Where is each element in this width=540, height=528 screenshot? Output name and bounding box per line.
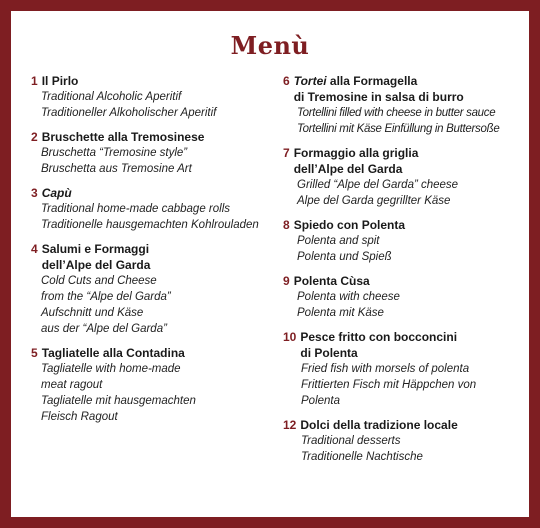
menu-title: Menù: [230, 31, 310, 60]
item-number: 1: [31, 74, 38, 88]
item-description: meat ragout: [41, 379, 103, 391]
item-description: Tagliatelle mit hausgemachten: [41, 395, 196, 407]
item-description: Frittierten Fisch mit Häppchen von: [301, 379, 477, 391]
item-description: aus der “Alpe del Garda”: [41, 323, 167, 335]
item-description: Polenta and spit: [297, 235, 380, 247]
item-description: Polenta: [301, 395, 341, 407]
item-number: 9: [283, 274, 290, 288]
menu-item: [283, 329, 525, 409]
menu-item: [31, 241, 281, 337]
menu-item: [31, 345, 281, 425]
item-number: 4: [31, 242, 38, 256]
item-description: Traditioneller Alkoholischer Aperitif: [41, 107, 217, 119]
item-description: Fried fish with morsels of polenta: [301, 363, 470, 375]
item-name-rest: alla Formagella di Tremosine in salsa di burro: [293, 74, 464, 104]
item-number: 12: [283, 418, 297, 432]
item-description: Fleisch Ragout: [41, 411, 118, 423]
item-number: 6: [283, 74, 290, 88]
menu-item: [31, 129, 281, 177]
item-number: 7: [283, 146, 290, 160]
item-description: Traditional home-made cabbage rolls: [41, 203, 230, 215]
item-name: Capù: [41, 186, 72, 200]
item-name: Dolci della tradizione locale: [300, 418, 458, 432]
item-name: Il Pirlo: [41, 74, 79, 88]
item-description: Aufschnitt und Käse: [41, 307, 144, 319]
item-number: 3: [31, 186, 38, 200]
item-description: Traditional desserts: [301, 435, 401, 447]
item-description: Polenta mit Käse: [297, 307, 384, 319]
item-name: Polenta Cùsa: [293, 274, 370, 288]
menu-card: [11, 11, 529, 517]
menu-item: [283, 417, 525, 465]
menu-column-left: [31, 73, 281, 433]
menu-item: [283, 217, 525, 265]
item-description: Polenta with cheese: [297, 291, 400, 303]
menu-column-right: [283, 73, 525, 473]
item-number: 8: [283, 218, 290, 232]
item-description: Cold Cuts and Cheese: [41, 275, 157, 287]
item-name: Salumi e Formaggi dell’Alpe del Garda: [41, 242, 151, 272]
item-description: Traditionelle hausgemachten Kohlrouladen: [41, 219, 259, 231]
menu-item: [31, 73, 281, 121]
item-number: 5: [31, 346, 38, 360]
item-description: Traditional Alcoholic Aperitif: [41, 91, 182, 103]
item-name-italic: Tortei: [293, 74, 327, 88]
item-description: Grilled “Alpe del Garda” cheese: [297, 179, 459, 191]
item-description: Polenta und Spieß: [297, 251, 392, 263]
item-description: from the “Alpe del Garda”: [41, 291, 171, 303]
menu-item: [31, 185, 281, 233]
item-description: Traditionelle Nachtische: [301, 451, 423, 463]
menu-item: [283, 273, 525, 321]
item-name: Pesce fritto con bocconcini di Polenta: [300, 330, 458, 360]
item-description: Bruschetta aus Tremosine Art: [41, 163, 192, 175]
menu-item: [283, 145, 525, 209]
item-name: Spiedo con Polenta: [293, 218, 406, 232]
item-name: Bruschette alla Tremosinese: [41, 130, 205, 144]
item-description: Tortellini filled with cheese in butter sauce: [297, 107, 496, 119]
item-number: 2: [31, 130, 38, 144]
item-description: Tortellini mit Käse Einfüllung in Buttersoße: [297, 123, 500, 135]
item-name: [294, 73, 525, 105]
item-number: 10: [283, 330, 297, 344]
item-description: Bruschetta “Tremosine style”: [41, 147, 188, 159]
item-name: Formaggio alla griglia dell’Alpe del Garda: [293, 146, 419, 176]
item-name: Tagliatelle alla Contadina: [41, 346, 185, 360]
menu-item: [283, 73, 525, 137]
item-description: Alpe del Garda gegrillter Käse: [297, 195, 451, 207]
item-description: Tagliatelle with home-made: [41, 363, 181, 375]
